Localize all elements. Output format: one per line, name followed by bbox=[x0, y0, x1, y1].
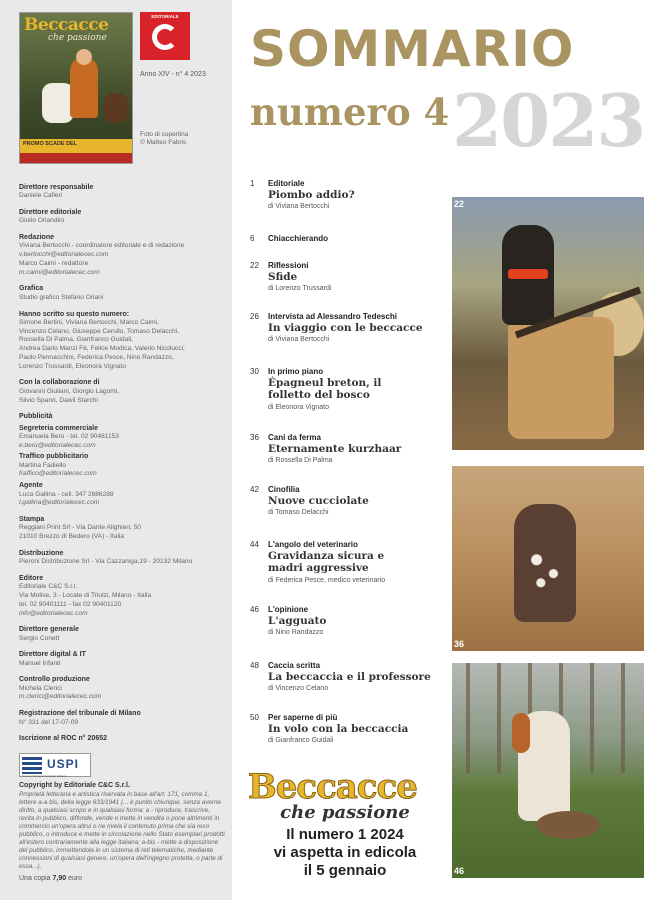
toc-author: di Nino Randazzo bbox=[268, 629, 324, 637]
toc-section: In primo piano bbox=[268, 367, 324, 376]
masthead-block bbox=[19, 734, 227, 743]
publisher-c-icon bbox=[152, 24, 178, 50]
toc-section: Intervista ad Alessandro Tedeschi bbox=[268, 312, 397, 321]
toc-entry-body bbox=[268, 312, 448, 343]
photo-page-number: 36 bbox=[454, 639, 465, 649]
price-value: 7,90 bbox=[52, 875, 67, 882]
cover-band-red bbox=[20, 153, 132, 163]
masthead-line[interactable]: m.clerici@editorialecec.com bbox=[19, 693, 102, 701]
masthead-line[interactable]: m.caimi@editorialecec.com bbox=[19, 268, 100, 276]
toc-title: Piombo addio? bbox=[268, 188, 355, 201]
masthead-heading: Traffico pubblicitario bbox=[19, 453, 89, 461]
toc-page-number: 22 bbox=[250, 261, 259, 270]
masthead-block bbox=[19, 515, 227, 542]
masthead-line: Lorenzo Trussardi, Eleonora Vignato bbox=[19, 362, 126, 370]
toc-title: Eternamente kurzhaar bbox=[268, 442, 402, 455]
masthead-heading: Distribuzione bbox=[19, 549, 64, 557]
toc-section: Caccia scritta bbox=[268, 661, 321, 670]
masthead-list bbox=[19, 183, 227, 751]
photo-dog-spots bbox=[524, 546, 566, 592]
toc-entry-body bbox=[268, 179, 448, 210]
promo-announcement bbox=[248, 826, 442, 880]
uspi-logo bbox=[19, 753, 91, 777]
masthead-block bbox=[19, 412, 227, 421]
cover-credit bbox=[140, 131, 188, 148]
masthead-line: Martina Fadiello bbox=[19, 461, 66, 469]
toc-title: In viaggio con le beccacce bbox=[268, 321, 423, 334]
uspi-stripe-icon bbox=[22, 757, 42, 774]
photo-page-number: 22 bbox=[454, 199, 465, 209]
masthead-heading: Controllo produzione bbox=[19, 676, 90, 684]
masthead-block bbox=[19, 574, 227, 618]
masthead-line: tel. 02 90401111 - fax 02 90401120 bbox=[19, 600, 122, 608]
masthead-block bbox=[19, 549, 227, 567]
price-label: Una copia bbox=[19, 875, 51, 882]
masthead-line: Daniele Cafieri bbox=[19, 192, 63, 200]
toc-author: di Viviana Bertocchi bbox=[268, 336, 330, 344]
toc-entry-body bbox=[268, 367, 448, 411]
toc-page-number: 1 bbox=[250, 179, 255, 188]
masthead-line[interactable]: v.bertocchi@editorialecec.com bbox=[19, 251, 109, 259]
promo-logo bbox=[248, 767, 442, 823]
masthead-block bbox=[19, 310, 227, 372]
masthead-line: Rossella Di Palma, Gianfranco Guidali, bbox=[19, 336, 133, 344]
masthead-heading: Direttore editoriale bbox=[19, 209, 82, 217]
masthead-block bbox=[19, 481, 227, 508]
toc-author: di Vincenzo Celano bbox=[268, 685, 329, 693]
masthead-line: Viviana Bertocchi - coordinatore editoriale e di redazione bbox=[19, 242, 185, 250]
issue-number: numero 4 bbox=[250, 90, 450, 134]
toc-entry-body bbox=[268, 234, 448, 244]
masthead-line: Reggiani Print Srl - Via Dante Alighieri, 50 bbox=[19, 524, 141, 532]
issue-year: 2023 bbox=[452, 78, 645, 163]
toc-page-number: 36 bbox=[250, 433, 259, 442]
masthead-block bbox=[19, 284, 227, 302]
masthead-line[interactable]: info@editorialecec.com bbox=[19, 609, 88, 617]
cover-subtitle: che passione bbox=[48, 33, 107, 43]
price-unit: euro bbox=[68, 875, 83, 882]
toc-entry-body bbox=[268, 261, 448, 292]
masthead-line: Silvio Spanò, Dawil Starchi bbox=[19, 396, 98, 404]
toc-page-number: 30 bbox=[250, 367, 259, 376]
masthead-line[interactable]: e.berù@editorialecec.com bbox=[19, 441, 96, 449]
masthead-heading: Hanno scritto su questo numero: bbox=[19, 310, 130, 318]
masthead-heading: Direttore digital & IT bbox=[19, 651, 86, 659]
masthead-line: Vincenzo Celano, Giuseppe Cerullo, Tomaso Delacchi, bbox=[19, 327, 179, 335]
masthead-heading: Grafica bbox=[19, 285, 44, 293]
toc-page-number: 44 bbox=[250, 540, 259, 549]
issue-line: Anno XIV - n° 4 2023 bbox=[140, 71, 206, 78]
masthead-heading: Iscrizione al ROC n° 20652 bbox=[19, 735, 108, 743]
photo-running-dog[interactable] bbox=[452, 466, 644, 651]
toc-author: di Rossella Di Palma bbox=[268, 457, 333, 465]
masthead-heading: Direttore responsabile bbox=[19, 184, 94, 191]
toc-entry-body bbox=[268, 485, 448, 516]
toc-section: L'opinione bbox=[268, 605, 309, 614]
masthead-line: Studio grafico Stefano Oriani bbox=[19, 293, 104, 301]
masthead-line: N° 331 del 17-07-09 bbox=[19, 718, 79, 726]
masthead-block bbox=[19, 625, 227, 643]
masthead-line: Luca Gallina - cell. 347 2686288 bbox=[19, 490, 114, 498]
masthead-heading: Redazione bbox=[19, 234, 55, 242]
uspi-text: USPI bbox=[47, 757, 80, 771]
promo-line: il 5 gennaio bbox=[303, 862, 387, 879]
masthead-line: Sergio Conett bbox=[19, 634, 60, 642]
toc-title: Gravidanza sicura e madri aggressive bbox=[268, 549, 385, 575]
masthead-block bbox=[19, 452, 227, 479]
masthead-block bbox=[19, 378, 227, 405]
toc-author: di Gianfranco Guidali bbox=[268, 737, 334, 745]
toc-author: di Eleonora Vignato bbox=[268, 403, 329, 411]
publisher-logo-text: EDITORIALE bbox=[151, 14, 179, 19]
cover-band: PROMO SCADE DEL bbox=[20, 139, 132, 153]
page-title: SOMMARIO bbox=[250, 20, 575, 78]
masthead-heading: Pubblicità bbox=[19, 413, 53, 421]
masthead-line: Via Molise, 3 - Locate di Triulzi, Milano - Italia bbox=[19, 592, 152, 599]
cover-hunter bbox=[70, 58, 98, 118]
masthead-block bbox=[19, 233, 227, 277]
masthead-line[interactable]: l.gallina@editorialecec.com bbox=[19, 499, 100, 507]
masthead-line: Giovanni Giuliani, Giorgio Lagomi, bbox=[19, 387, 120, 395]
toc-entry-body bbox=[268, 713, 448, 744]
toc-title: La beccaccia e il professore bbox=[268, 670, 431, 683]
toc-entry-body bbox=[268, 540, 448, 584]
toc-section: Riflessioni bbox=[268, 261, 309, 270]
masthead-heading: Direttore generale bbox=[19, 626, 79, 634]
toc-author: di Tomaso Delacchi bbox=[268, 509, 329, 517]
masthead-line: Paolo Pennacchini, Federica Pesce, Nino Randazzo, bbox=[19, 353, 174, 361]
cover-credit-line: © Matteo Fabris bbox=[140, 139, 187, 147]
masthead-line: Michela Clerici bbox=[19, 684, 62, 692]
toc-author: di Lorenzo Trussardi bbox=[268, 285, 332, 293]
masthead-line: Emanuela Berù - tel. 02 90481153 bbox=[19, 432, 119, 440]
masthead-heading: Con la collaborazione di bbox=[19, 379, 100, 387]
masthead-block bbox=[19, 183, 227, 201]
uspi-mini: Unione Stampa Periodica Italiana bbox=[22, 774, 67, 778]
cover-hunter-head bbox=[76, 49, 92, 65]
toc-section: Chiacchierando bbox=[268, 234, 329, 243]
masthead-line: Giulio Orlandini bbox=[19, 217, 65, 225]
toc-entry-body bbox=[268, 433, 448, 464]
photo-page-number: 46 bbox=[454, 866, 465, 876]
cover-dog-brown bbox=[104, 93, 128, 123]
toc-page-number: 6 bbox=[250, 234, 255, 243]
toc-title: In volo con la beccaccia bbox=[268, 722, 409, 735]
masthead-line: Andrea Dario Manzi Fè, Felice Modica, Valerio Nicolucci, bbox=[19, 345, 185, 353]
promo-line: Il numero 1 2024 bbox=[286, 826, 404, 843]
photo-collar bbox=[508, 269, 548, 279]
promo-logo-subtitle: che passione bbox=[280, 802, 410, 823]
masthead-block bbox=[19, 650, 227, 668]
toc-title: Épagneul breton, il folletto del bosco bbox=[268, 376, 382, 402]
photo-dog-ear bbox=[512, 713, 530, 753]
toc-entry-body bbox=[268, 661, 448, 692]
masthead-line: Pieroni Distribuzione Srl - Via Cazzaniga,19 - 20132 Milano bbox=[19, 558, 193, 566]
cover-thumbnail[interactable] bbox=[19, 12, 133, 164]
masthead-heading: Registrazione del tribunale di Milano bbox=[19, 710, 141, 718]
masthead-block bbox=[19, 675, 227, 702]
masthead-heading: Agente bbox=[19, 482, 43, 490]
toc-author: di Federica Pesce, medico veterinario bbox=[268, 576, 386, 584]
masthead-line[interactable]: fraffico@editorialecec.com bbox=[19, 470, 97, 478]
toc-page-number: 42 bbox=[250, 485, 259, 494]
toc-section: L'angolo del veterinario bbox=[268, 540, 358, 549]
masthead-line: Simone Bertini, Viviana Bertocchi, Marco Caimi, bbox=[19, 318, 159, 326]
copyright-block bbox=[19, 782, 227, 871]
masthead-heading: Segreteria commerciale bbox=[19, 424, 98, 432]
cover-credit-line: Foto di copertina bbox=[140, 131, 189, 138]
toc-title: Sfide bbox=[268, 270, 298, 283]
toc-section: Cinofilia bbox=[268, 485, 300, 494]
promo-logo-title: Beccacce bbox=[248, 767, 417, 807]
publisher-logo bbox=[140, 12, 190, 60]
masthead-column bbox=[0, 0, 232, 900]
cover-title: Beccacce bbox=[24, 15, 109, 35]
toc-section: Editoriale bbox=[268, 179, 305, 188]
masthead-block bbox=[19, 208, 227, 226]
masthead-heading: Stampa bbox=[19, 516, 45, 524]
toc-page-number: 48 bbox=[250, 661, 259, 670]
copyright-body: Proprietà letteraria e artistica riservata in base all'art. 171, comma 1, lettere a-a bis, della legge 633/1941 (... è punito chiunque, senza averne diritto, a qualsiasi scopo e in qualsiasi forma: a - riproduce, trascrive, recita in pubblico, diffonde, vende o mette in vendita o pone altrimenti in commercio un'opera altrui o ne rivela il contenuto prima che sia reso pubblico, o introduce e mette in circolazione nello Stato esemplari prodotti all'estero contrariamente alla legge italiana; a-bis - mette a disposizione del pubblico, immettendola in un sistema di reti telematiche, mediante connessioni di qualsiasi genere, un'opera dell'ingegno protetta, o parte di essa...). bbox=[19, 790, 225, 871]
masthead-line: Editoriale C&C S.r.l. bbox=[19, 583, 78, 591]
toc-title: Nuove cucciolate bbox=[268, 494, 369, 507]
copyright-heading: Copyright by Editoriale C&C S.r.l. bbox=[19, 782, 130, 789]
toc-title: L'agguato bbox=[268, 614, 327, 627]
photo-woodcock bbox=[536, 811, 600, 839]
masthead-line: Manuel Infanti bbox=[19, 659, 61, 667]
toc-section: Per saperne di più bbox=[268, 713, 338, 722]
toc-page-number: 26 bbox=[250, 312, 259, 321]
photo-dog-with-woodcock[interactable] bbox=[452, 663, 644, 878]
toc-entry-body bbox=[268, 605, 448, 636]
masthead-heading: Editore bbox=[19, 574, 44, 582]
promo-line: vi aspetta in edicola bbox=[273, 844, 417, 861]
toc-page-number: 46 bbox=[250, 605, 259, 614]
toc-author: di Viviana Bertocchi bbox=[268, 203, 330, 211]
toc-page-number: 50 bbox=[250, 713, 259, 722]
masthead-line: 21010 Brezzo di Bedero (VA) - Italia bbox=[19, 533, 125, 541]
masthead-block bbox=[19, 424, 227, 451]
masthead-block bbox=[19, 709, 227, 727]
photo-dog-with-gun[interactable] bbox=[452, 197, 644, 450]
toc-section: Cani da ferma bbox=[268, 433, 321, 442]
price-line bbox=[19, 875, 82, 882]
masthead-line: Marco Caimi - redattore bbox=[19, 259, 89, 267]
